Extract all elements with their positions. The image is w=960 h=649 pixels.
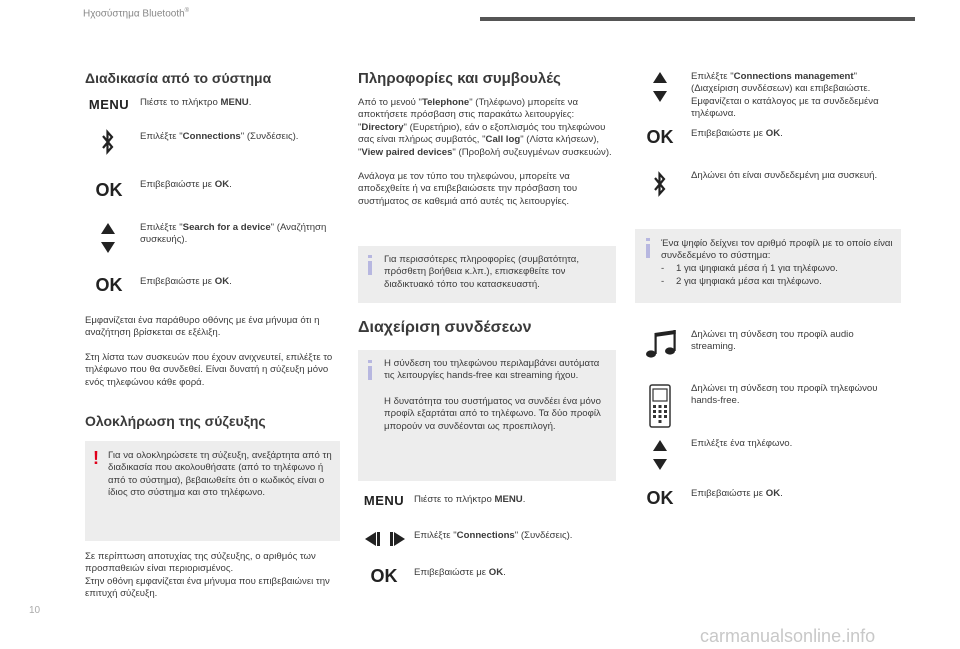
step-confirm-ok-final: Επιβεβαιώστε με OK. xyxy=(691,488,783,499)
ok-key-icon: OK xyxy=(95,275,123,295)
step-search-device: Επιλέξτε "Search for a device" (Αναζήτηση συσκευής). xyxy=(140,222,327,246)
header-registered-mark: ® xyxy=(184,8,190,14)
info-note-dash: - xyxy=(661,276,665,287)
info-icon-dot xyxy=(368,255,372,258)
menu-key-icon: MENU xyxy=(363,493,405,508)
warning-note-text: Για να ολοκληρώσετε τη σύζευξη, ανεξάρτητα από τη διαδικασία που ακολουθήσατε (από το τηλέφωνο ή από το σύστημα), βεβαιωθείτε ότι ο κωδικός είναι ο ίδιος στο σύστημα και στο τηλέφωνο. xyxy=(108,450,332,499)
step-select-connections: Επιλέξτε "Connections" (Συνδέσεις). xyxy=(140,131,299,142)
step-confirm-ok-2: Επιβεβαιώστε με OK. xyxy=(140,276,232,287)
music-note-icon xyxy=(645,329,677,359)
paragraph-telephone-menu: Από το μενού "Telephone" (Τηλέφωνο) μπορείτε να αποκτήσετε πρόσβαση στις παρακάτω λειτουργίες: "Directory" (Ευρετήριο), εάν ο εξοπλισμός του τηλεφώνου σας είναι πλήρως συμβατός, "Call log" (Λίστα κλήσεων), "View paired devices" (Προβολή συζευγμένων συσκευών). xyxy=(358,97,612,158)
info-note-dash: - xyxy=(661,263,665,274)
paragraph-success-message: Στην οθόνη εμφανίζεται ένα μήνυμα που επιβεβαιώνει την επιτυχή σύζευξη. xyxy=(85,576,330,600)
info-icon xyxy=(368,261,372,275)
bluetooth-icon xyxy=(101,128,115,156)
info-note-profile-1: 1 για ψηφιακά μέσα ή 1 για τηλέφωνο. xyxy=(676,263,838,274)
bluetooth-icon xyxy=(653,170,667,198)
page-number: 10 xyxy=(29,605,41,616)
section-title-connection-management: Διαχείριση συνδέσεων xyxy=(358,319,532,336)
up-down-arrows-icon xyxy=(101,223,115,253)
menu-key-icon: MENU xyxy=(88,97,130,112)
step-confirm-ok: Επιβεβαιώστε με OK. xyxy=(140,179,232,190)
step-device-connected: Δηλώνει ότι είναι συνδεδεμένη μια συσκευή. xyxy=(691,170,878,181)
info-note-profile-2: 2 για ψηφιακά μέσα και τηλέφωνο. xyxy=(676,276,822,287)
ok-key-icon: OK xyxy=(95,180,123,200)
step-connections-management: Επιλέξτε "Connections management" (Διαχείριση συνδέσεων) και επιβεβαιώστε. Εμφανίζεται ο κατάλογος με τα συνδεδεμένα τηλέφωνα. xyxy=(691,71,879,120)
section-title-complete-pairing: Ολοκλήρωση της σύζευξης xyxy=(85,413,266,429)
step-press-menu: Πιέστε το πλήκτρο MENU. xyxy=(414,494,526,505)
info-note-text-2a: Η σύνδεση του τηλεφώνου περιλαμβάνει αυτόματα τις λειτουργίες hands-free και streaming ήχου. xyxy=(384,358,600,382)
ok-key-icon: OK xyxy=(370,566,398,586)
up-down-arrows-icon xyxy=(653,440,667,470)
info-icon xyxy=(646,244,650,258)
header-title: Ηχοσύστημα Bluetooth xyxy=(83,8,185,20)
ok-key-icon: OK xyxy=(646,488,674,508)
step-select-phone: Επιλέξτε ένα τηλέφωνο. xyxy=(691,438,793,449)
info-note-text: Για περισσότερες πληροφορίες (συμβατότητα, πρόσθετη βοήθεια κ.λπ.), επισκεφθείτε τον διαδικτυακό τόπο του κατασκευαστή. xyxy=(384,254,580,290)
step-hands-free-profile: Δηλώνει τη σύνδεση του προφίλ τηλεφώνου hands-free. xyxy=(691,383,878,407)
left-right-arrows-icon xyxy=(365,532,405,546)
info-note-profile-intro: Ένα ψηφίο δείχνει τον αριθμό προφίλ με το οποίο είναι συνδεδεμένο το σύστημα: xyxy=(661,238,893,262)
step-select-connections: Επιλέξτε "Connections" (Συνδέσεις). xyxy=(414,530,573,541)
step-confirm-ok: Επιβεβαιώστε με OK. xyxy=(691,128,783,139)
running-header xyxy=(83,8,189,19)
watermark: carmanualsonline.info xyxy=(700,626,876,646)
warning-exclamation-icon: ! xyxy=(93,448,99,468)
info-icon xyxy=(368,366,372,380)
step-confirm-ok: Επιβεβαιώστε με OK. xyxy=(414,567,506,578)
step-audio-streaming-profile: Δηλώνει τη σύνδεση του προφίλ audio streaming. xyxy=(691,329,854,353)
step-press-menu: Πιέστε το πλήκτρο MENU. xyxy=(140,97,252,108)
paragraph-attempts-limited: Σε περίπτωση αποτυχίας της σύζευξης, ο αριθμός των προσπαθειών είναι περιορισμένος. xyxy=(85,551,316,575)
header-rule xyxy=(480,17,915,21)
mobile-phone-icon xyxy=(648,384,672,428)
paragraph-select-phone: Στη λίστα των συσκευών που έχουν ανιχνευτεί, επιλέξτε το τηλέφωνο που θα συνδεθεί. Είναι δυνατή η σύζευξη μόνο ενός τηλεφώνου κάθε φορά. xyxy=(85,352,333,388)
paragraph-search-in-progress: Εμφανίζεται ένα παράθυρο οθόνης με ένα μήνυμα ότι η αναζήτηση βρίσκεται σε εξέλιξη. xyxy=(85,315,320,339)
ok-key-icon: OK xyxy=(646,127,674,147)
section-title-system-procedure: Διαδικασία από το σύστημα xyxy=(85,70,272,86)
info-icon-dot xyxy=(368,360,372,363)
paragraph-phone-access: Ανάλογα με τον τύπο του τηλεφώνου, μπορείτε να αποδεχθείτε ή να επιβεβαιώσετε την πρόσβαση του συστήματος σε καθεμιά από αυτές τις λειτουργίες. xyxy=(358,171,578,207)
info-icon-dot xyxy=(646,238,650,241)
section-title-info-tips: Πληροφορίες και συμβουλές xyxy=(358,70,561,87)
info-note-text-2b: Η δυνατότητα του συστήματος να συνδέει ένα μόνο προφίλ εξαρτάται από το τηλέφωνο. Τα δύο προφίλ μπορούν να συνδέονται ως προεπιλογή. xyxy=(384,396,601,432)
up-down-arrows-icon xyxy=(653,72,667,102)
